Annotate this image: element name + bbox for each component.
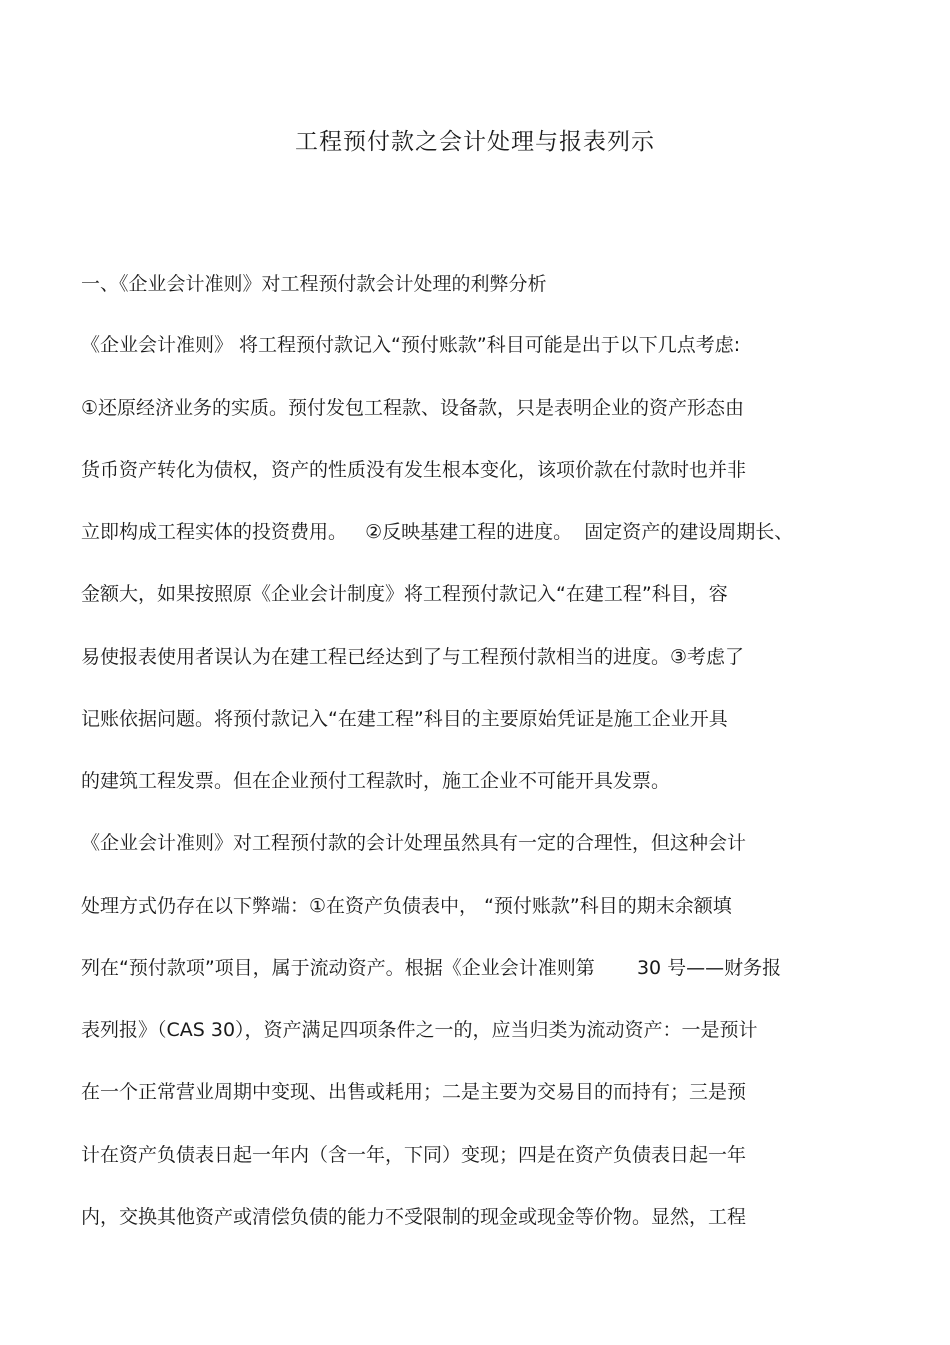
paragraph-line: 内，交换其他资产或清偿负债的能力不受限制的现金或现金等价物。显然，工程 xyxy=(81,1206,747,1228)
section-heading: 一、《企业会计准则》对工程预付款会计处理的利弊分析 xyxy=(81,273,547,295)
paragraph-line: 列在“预付款项”项目，属于流动资产。根据《企业会计准则第 30 号——财务报 xyxy=(81,957,782,979)
document-title: 工程预付款之会计处理与报表列示 xyxy=(295,129,655,155)
paragraph-line: 金额大，如果按照原《企业会计制度》将工程预付款记入“在建工程”科目，容 xyxy=(81,583,728,605)
paragraph-line: 在一个正常营业周期中变现、出售或耗用；二是主要为交易目的而持有；三是预 xyxy=(81,1081,747,1103)
paragraph-line: 表列报》（CAS 30），资产满足四项条件之一的，应当归类为流动资产：一是预计 xyxy=(81,1019,758,1041)
paragraph-line: ①还原经济业务的实质。预付发包工程款、设备款，只是表明企业的资产形态由 xyxy=(81,397,745,419)
paragraph-line: 货币资产转化为债权，资产的性质没有发生根本变化，该项价款在付款时也并非 xyxy=(81,459,747,481)
paragraph-line: 计在资产负债表日起一年内（含一年，下同）变现；四是在资产负债表日起一年 xyxy=(81,1144,747,1166)
paragraph-line: 处理方式仍存在以下弊端：①在资产负债表中， “预付账款”科目的期末余额填 xyxy=(81,895,732,917)
paragraph-line: 的建筑工程发票。但在企业预付工程款时，施工企业不可能开具发票。 xyxy=(81,770,671,792)
paragraph-line: 《企业会计准则》对工程预付款的会计处理虽然具有一定的合理性，但这种会计 xyxy=(81,832,747,854)
paragraph-line: 记账依据问题。将预付款记入“在建工程”科目的主要原始凭证是施工企业开具 xyxy=(81,708,728,730)
paragraph-line: 《企业会计准则》 将工程预付款记入“预付账款”科目可能是出于以下几点考虑: xyxy=(81,334,741,356)
paragraph-line: 立即构成工程实体的投资费用。 ②反映基建工程的进度。 固定资产的建设周期长、 xyxy=(81,521,794,543)
paragraph-line: 易使报表使用者误认为在建工程已经达到了与工程预付款相当的进度。③考虑了 xyxy=(81,646,745,668)
